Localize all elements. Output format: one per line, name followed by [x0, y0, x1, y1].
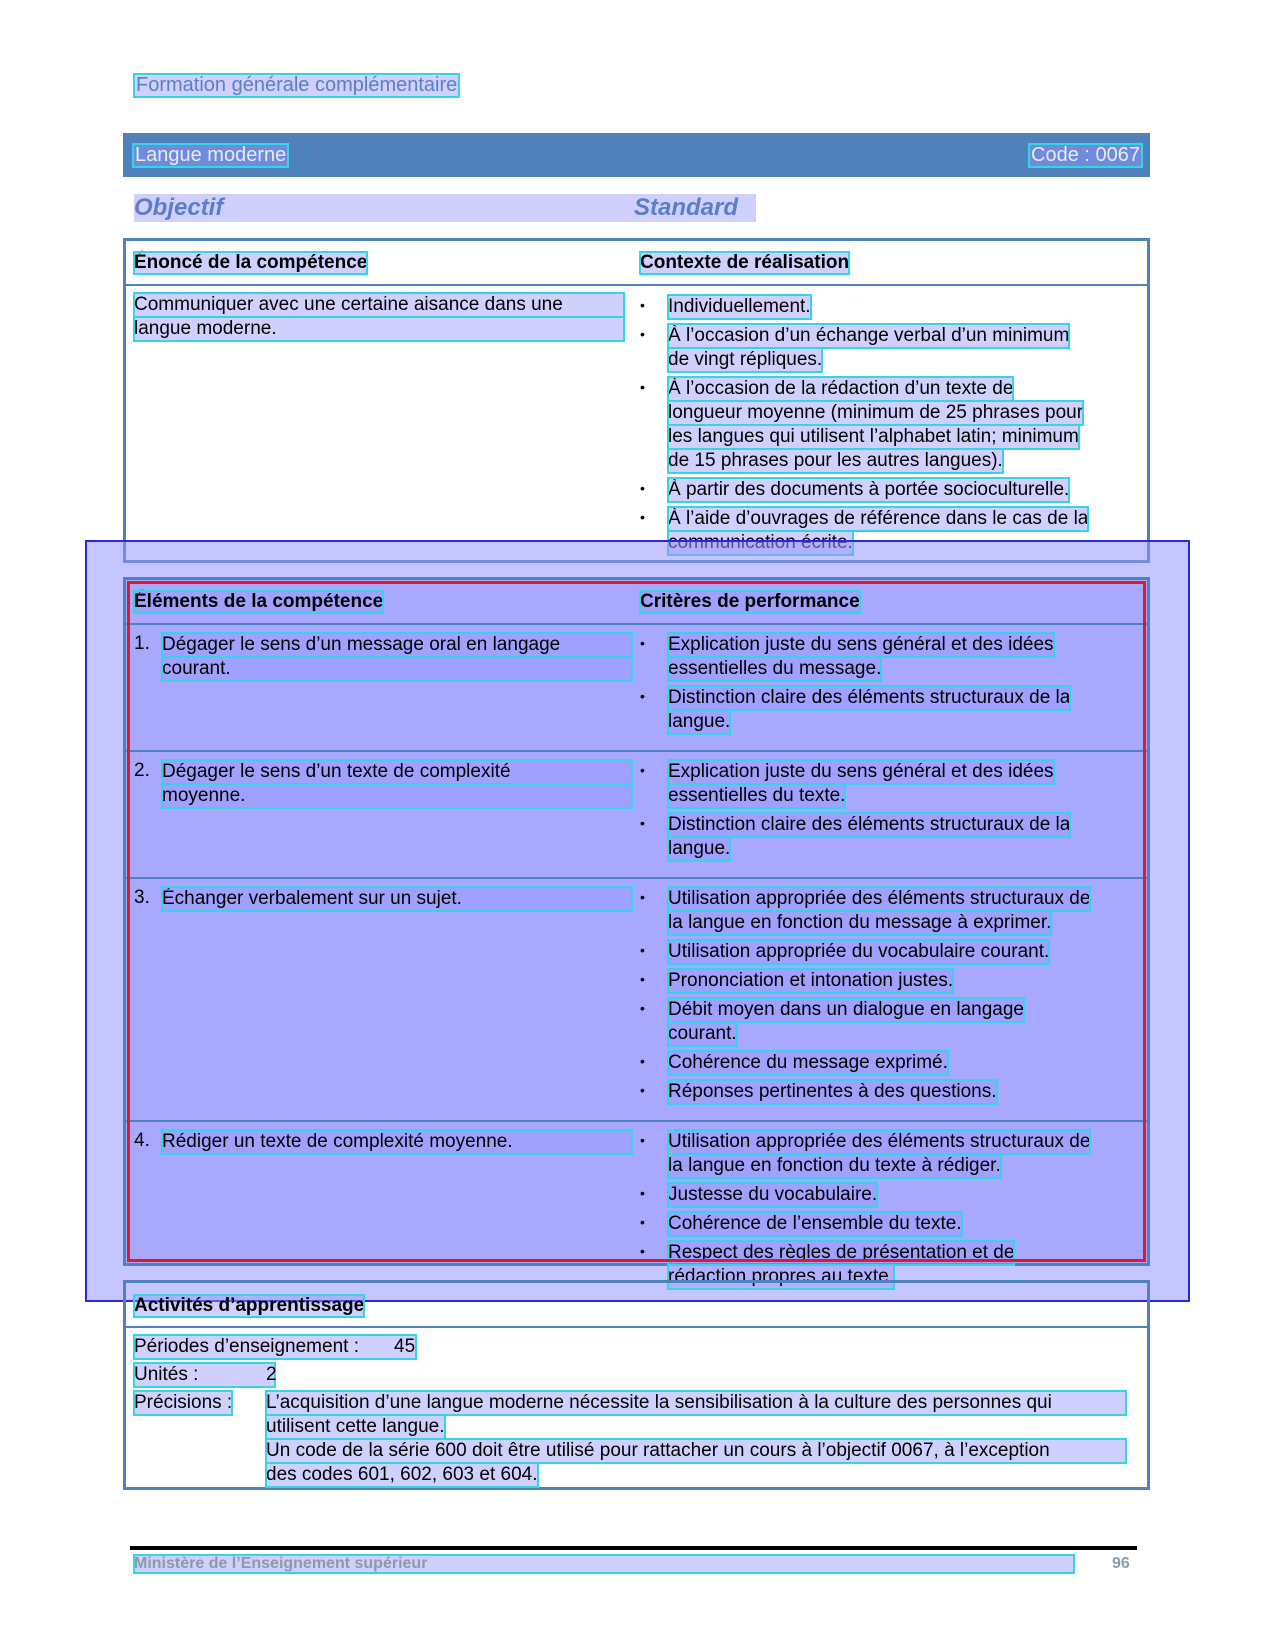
criterion-line: Distinction claire des éléments structuraux de la [668, 687, 1071, 708]
criterion-line: Cohérence de l’ensemble du texte. [668, 1213, 962, 1234]
bullet-icon: • [640, 815, 645, 831]
bullet-icon: • [640, 688, 645, 704]
context-line: de vingt répliques. [668, 349, 823, 370]
bullet-icon: • [640, 762, 645, 778]
element-text: Échanger verbalement sur un sujet. [162, 887, 632, 911]
element-text: Dégager le sens d’un message oral en langage [162, 633, 632, 657]
element-text: Dégager le sens d’un texte de complexité [162, 760, 632, 784]
context-line: À l’occasion d’un échange verbal d’un minimum [668, 325, 1070, 346]
criterion-line: Utilisation appropriée des éléments structuraux de [668, 1131, 1091, 1152]
criterion-line: essentielles du message. [668, 658, 882, 679]
context-line: longueur moyenne (minimum de 25 phrases pour [668, 402, 1084, 423]
units-line [134, 1363, 275, 1387]
footer-ministry: Ministère de l’Enseignement supérieur [134, 1555, 1074, 1573]
periods-line [134, 1335, 416, 1359]
bullet-icon: • [640, 326, 645, 342]
elements-heading: Éléments de la compétence [134, 591, 384, 612]
element-number: 4. [134, 1130, 150, 1151]
precisions-text: L’acquisition d’une langue moderne nécessite la sensibilisation à la culture des personnes qui utilisent cette langue. Un code de la série 600 doit être utilisé pour rattacher un cours à l’objectif 0067, à l’exception des codes 601, 602, 603 et 604. [266, 1391, 1126, 1487]
units-label: Unités : [134, 1364, 199, 1385]
learning-activities-box [123, 1280, 1150, 1490]
criterion-line: Débit moyen dans un dialogue en langage [668, 999, 1024, 1020]
criteria-heading: Critères de performance [640, 591, 860, 612]
criterion-line: langue. [668, 711, 731, 732]
criterion-line: courant. [668, 1023, 737, 1044]
criterion-line: Justesse du vocabulaire. [668, 1184, 878, 1205]
bullet-icon: • [640, 1082, 645, 1098]
units-value: 2 [266, 1364, 277, 1385]
divider [126, 1326, 1147, 1328]
criterion-line: langue. [668, 838, 731, 859]
element-text: courant. [162, 657, 632, 681]
bullet-icon: • [640, 635, 645, 651]
criterion-line: Explication juste du sens général et des idées [668, 634, 1054, 655]
divider [126, 284, 1147, 286]
criterion-line: Distinction claire des éléments structuraux de la [668, 814, 1071, 835]
context-line: les langues qui utilisent l’alphabet latin; minimum [668, 426, 1079, 447]
periods-label: Périodes d’enseignement : [134, 1336, 359, 1357]
highlight-frame [127, 581, 1146, 1262]
footer-rule [130, 1546, 1137, 1550]
periods-value: 45 [394, 1336, 416, 1357]
element-text: moyenne. [162, 784, 632, 808]
page-title: Formation générale complémentaire [136, 74, 458, 96]
activities-heading: Activités d’apprentissage [134, 1295, 365, 1316]
competence-statement: Communiquer avec une certaine aisance dans une langue moderne. [134, 293, 624, 341]
criterion-line: rédaction propres au texte. [668, 1266, 895, 1287]
criterion-line: Prononciation et intonation justes. [668, 970, 954, 991]
bullet-icon: • [640, 1214, 645, 1230]
criterion-line: essentielles du texte. [668, 785, 846, 806]
criterion-line: Cohérence du message exprimé. [668, 1052, 948, 1073]
criterion-line: Utilisation appropriée des éléments structuraux de [668, 888, 1091, 909]
context-line: de 15 phrases pour les autres langues). [668, 450, 1003, 471]
context-line: Individuellement. [668, 296, 811, 317]
criterion-line: la langue en fonction du texte à rédiger. [668, 1155, 1001, 1176]
bullet-icon: • [640, 1243, 645, 1259]
bullet-icon: • [640, 971, 645, 987]
bullet-icon: • [640, 1000, 645, 1016]
bullet-icon: • [640, 297, 645, 313]
criterion-line: Utilisation appropriée du vocabulaire courant. [668, 941, 1050, 962]
criterion-line: Explication juste du sens général et des idées [668, 761, 1054, 782]
criterion-line: la langue en fonction du message à exprimer. [668, 912, 1052, 933]
context-line: À l’aide d’ouvrages de référence dans le cas de la [668, 508, 1089, 529]
bullet-icon: • [640, 942, 645, 958]
bullet-icon: • [640, 509, 645, 525]
bullet-icon: • [640, 889, 645, 905]
context-line: À partir des documents à portée socioculturelle. [668, 479, 1070, 500]
context-line: À l’occasion de la rédaction d’un texte de [668, 378, 1014, 399]
competence-statement-box [123, 238, 1150, 563]
context-heading: Contexte de réalisation [640, 252, 850, 273]
element-number: 3. [134, 887, 150, 908]
element-number: 1. [134, 633, 150, 654]
header-bar [123, 133, 1150, 177]
statement-heading: Énoncé de la compétence [134, 252, 368, 273]
bullet-icon: • [640, 480, 645, 496]
bullet-icon: • [640, 1053, 645, 1069]
course-name: Langue moderne [135, 143, 287, 166]
precisions-label: Précisions : [134, 1392, 233, 1413]
standard-label: Standard [634, 194, 739, 221]
criterion-line: Respect des règles de présentation et de [668, 1242, 1015, 1263]
criterion-line: Réponses pertinentes à des questions. [668, 1081, 997, 1102]
objective-row [134, 194, 756, 222]
element-text: Rédiger un texte de complexité moyenne. [162, 1130, 632, 1154]
bullet-icon: • [640, 379, 645, 395]
element-number: 2. [134, 760, 150, 781]
bullet-icon: • [640, 1185, 645, 1201]
page-number: 96 [1112, 1555, 1130, 1572]
objective-label: Objectif [134, 194, 224, 221]
course-code: Code : 0067 [1031, 143, 1140, 166]
bullet-icon: • [640, 1132, 645, 1148]
